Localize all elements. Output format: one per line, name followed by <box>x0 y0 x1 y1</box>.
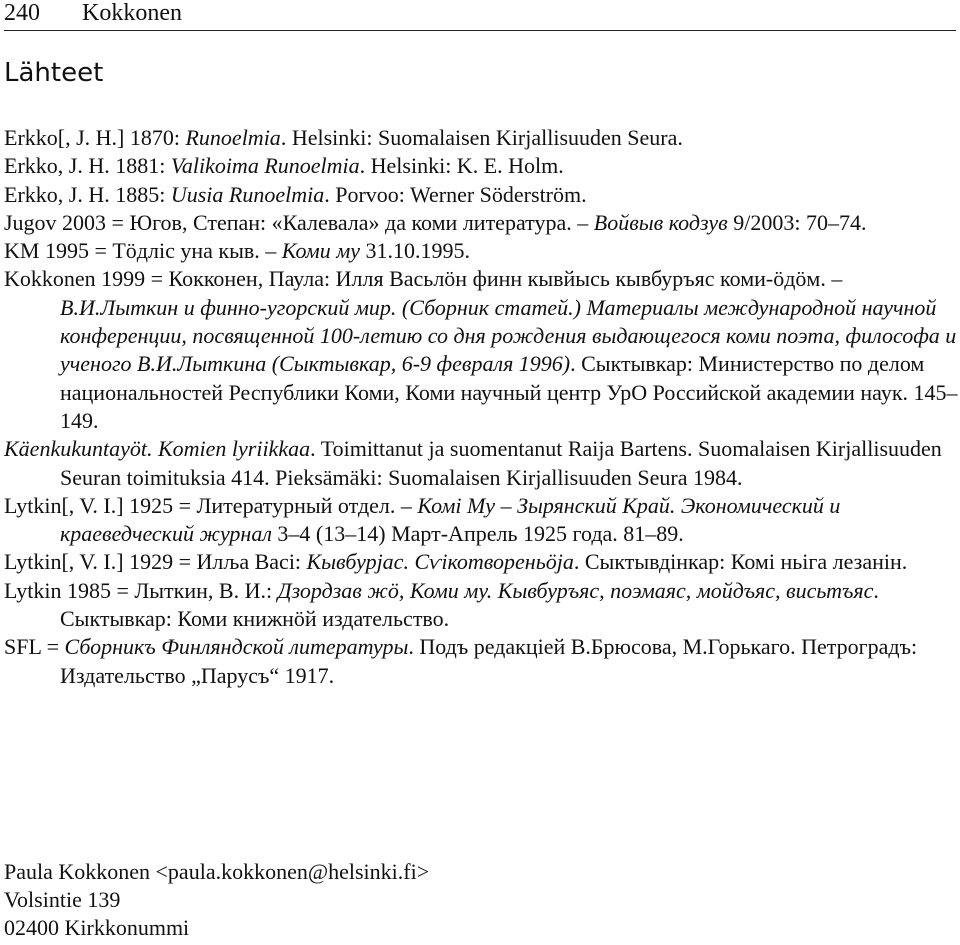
reference-entry <box>4 209 958 237</box>
reference-entry <box>4 548 958 576</box>
ref-segment: Lytkin 1985 = Лыткин, В. И.: <box>4 577 278 603</box>
page-number: 240 <box>4 0 40 26</box>
ref-title: Valikoima Runoelmia <box>170 153 360 179</box>
reference-entry <box>4 633 958 690</box>
author-contact: Paula Kokkonen <paula.kokkonen@helsinki.fi> <box>4 859 430 884</box>
reference-entry <box>4 124 958 152</box>
ref-segment: Erkko, J. H. 1881: <box>4 153 171 179</box>
ref-segment: Erkko[, J. H.] 1870: <box>4 125 186 150</box>
ref-segment: . Сыктывкар: Министерство по делом национальностей Республики Коми, Коми научный центр УрО Российской академии наук. 145–149. <box>60 351 958 433</box>
ref-title: Сборникъ Финляндской литературы <box>64 634 409 660</box>
reference-entry <box>4 152 958 180</box>
ref-title: Дзордзав жӧ, Коми му. Кывбуръяс, поэмаяс, мойдъяс, висьтъяс <box>277 577 874 603</box>
ref-segment: . Helsinki: K. E. Holm. <box>359 153 564 179</box>
reference-entry <box>4 265 958 435</box>
reference-list <box>4 124 958 690</box>
ref-title: Käenkukuntayöt. Komien lyriikkaa <box>4 436 311 462</box>
reference-entry <box>4 435 958 492</box>
ref-segment: Erkko, J. H. 1885: <box>4 181 171 207</box>
ref-segment: . Сыктывдінкар: Комі ньіга лезанін. <box>573 549 908 575</box>
running-header <box>4 0 956 31</box>
ref-segment: Lytkin[, V. I.] 1929 = Илља Васі: <box>4 549 307 575</box>
address-street: Volsintie 139 <box>4 887 121 912</box>
reference-entry <box>4 181 958 209</box>
ref-title: Коми му <box>281 238 361 264</box>
address-city: 02400 Kirkkonummi <box>4 915 190 940</box>
reference-entry <box>4 237 958 265</box>
ref-segment: . Porvoo: Werner Söderström. <box>324 181 587 207</box>
running-author: Kokkonen <box>82 0 182 26</box>
ref-segment: 3–4 (13–14) Март-Апрель 1925 года. 81–89. <box>271 521 684 547</box>
ref-segment: . Подъ редакціей В.Брюсова, М.Горькаго. Петроградъ: Издательство „Парусъ“ 1917. <box>60 634 918 688</box>
author-address <box>4 858 429 942</box>
section-title: Lähteet <box>4 58 104 88</box>
ref-segment: . Helsinki: Suomalaisen Kirjallisuuden Seura. <box>280 125 683 150</box>
ref-segment: SFL = <box>4 634 65 660</box>
reference-entry <box>4 492 958 549</box>
ref-segment: KM 1995 = Тӧдліс уна кыв. – <box>4 238 282 264</box>
ref-segment: . Сыктывкар: Коми книжнӧй издательство. <box>60 577 879 632</box>
ref-title: В.И.Лыткин и финно-угорский мир. (Сборник статей.) Материалы международной научной конференции, посвященной 100-летию со дня рождения выдающегося коми поэта, философа и ученого В.И.Лыткина (Сыктывкар, 6-9 февраля 1996) <box>60 294 957 377</box>
ref-title: Uusia Runoelmia <box>170 181 325 207</box>
ref-segment: . Toimittanut ja suomentanut Raija Bartens. Suomalaisen Kirjallisuuden Seuran toimituksia 414. Pieksämäki: Suomalaisen Kirjallisuuden Seura 1984. <box>60 436 942 490</box>
ref-segment: 31.10.1995. <box>360 238 471 264</box>
ref-title: Кывбурјас. Сѵікотвореньӧјa <box>306 549 574 575</box>
reference-entry <box>4 577 958 634</box>
ref-segment: Kokkonen 1999 = Кокконен, Паула: Илля Васьлӧн финн кывйысь кывбуръяс коми-ӧдӧм. – <box>4 266 843 292</box>
ref-title: Комі Му – Зырянский Край. Экономический и краеведческий журнал <box>60 492 841 547</box>
ref-title: Войвыв кодзув <box>593 209 728 235</box>
ref-segment: 9/2003: 70–74. <box>727 209 867 235</box>
ref-segment: Lytkin[, V. I.] 1925 = Литературный отдел. – <box>4 492 418 518</box>
ref-segment: Jugov 2003 = Югов, Степан: «Калевала» да коми литература. – <box>4 209 594 235</box>
ref-title: Runoelmia <box>185 125 281 150</box>
